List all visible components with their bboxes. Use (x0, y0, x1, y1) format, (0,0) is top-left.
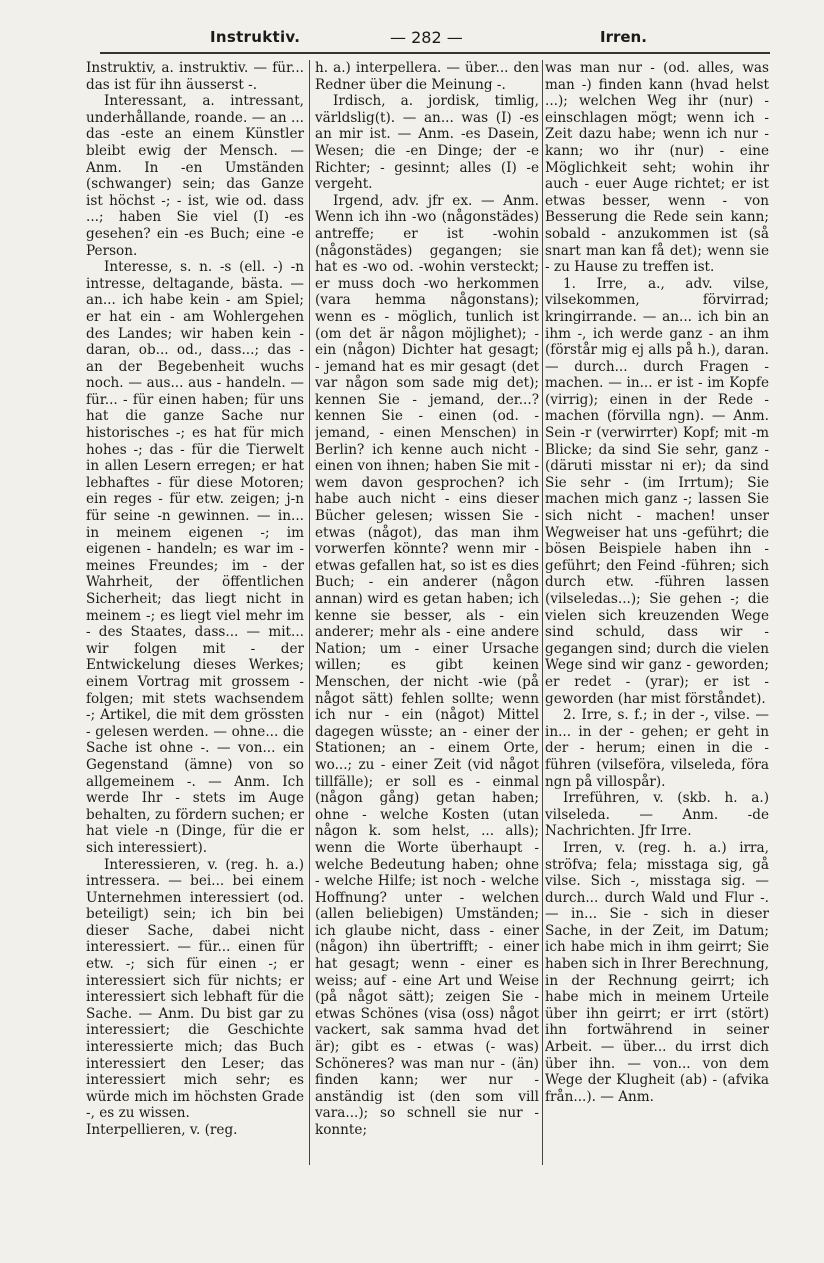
entry-irre-adjective: 1. Irre, a., adv. vilse, vilsekommen, förvirrad; kringirrande. — an... ich bin an ihm -, ich werde ganz - an ihm (förstår mig ej alls på h.), daran. — durch... durch Fragen - machen. — in... er ist - im Kopfe (virrig); einen in der Rede - machen (förvilla ngn). — Anm. Sein -r (verwirrter) Kopf; mit -m Blicke; da sind Sie sehr, ganz - (däruti misstar ni er); da sind Sie sehr - (im Irrtum); Sie machen mich ganz -; lassen Sie sich nicht - machen! unser Wegweiser hat uns -geführt; die bösen Beispiele haben ihn -geführt; den Feind -führen; sich durch etw. -führen lassen (vilseledas...); Sie gehen -; die vielen sich kreuzenden Wege sind schuld, dass wir - gegangen sind; durch die vielen Wege sind wir ganz - geworden; er redet - (yrar); er ist - geworden (har mist förståndet). (545, 275, 769, 707)
entry-irren: Irren, v. (reg. h. a.) irra, ströfva; fela; misstaga sig, gå vilse. Sich -, misstaga sig. — durch... durch Wald und Flur -. — in... Sie - sich in dieser Sache, in der Zeit, im Datum; ich habe mich in ihm geirrt; Sie haben sich in Ihrer Berechnung, in der Rechnung geirrt; ich habe mich in meinem Urteile über ihn geirrt; er irrt (stört) ihn fortwährend in seiner Arbeit. — über... du irrst dich über ihn. — von... von dem Wege der Klugheit (ab) - (afvika från...). — Anm. (545, 839, 769, 1105)
entry-interpellieren: Interpellieren, v. (reg. (86, 1122, 238, 1138)
entry-irre-noun: 2. Irre, s. f.; in der -, vilse. — in... in der - gehen; er geht in der - herum; einen in die - führen (vilseföra, vilseleda, föra ngn på villospår). (545, 707, 769, 790)
column-divider (309, 60, 310, 1165)
entry-irgend: Irgend, adv. jfr ex. — Anm. Wenn ich ihn -wo (någonstädes) antreffe; er ist -wohin (någonstädes) gegangen; sie hat es -wo od. -wohin versteckt; er muss doch -wo herkommen (vara hemma någonstans); wenn es - möglich, tunlich ist (om det är någon möjlighet); - ein (någon) Dichter hat gesagt; - jemand hat es mir gesagt (det var någon som sade mig det); kennen Sie - jemand, der...? kennen Sie - einen (od. - jemand, - einen Menschen) in Berlin? ich kenne auch nicht - einen von ihnen; haben Sie mit - wem davon gesprochen? ich habe auch nicht - eins dieser Bücher gelesen; wissen Sie - etwas (något), das man ihm vorwerfen könnte? wenn mir - etwas gefallen hat, so ist es dies Buch; - ein anderer (någon annan) wird es getan haben; ich kenne sie besser, als - ein anderer; mehr als - eine andere Nation; um - einer Ursache willen; es gibt keinen Menschen, der nicht -wie (på något sätt) fehlen sollte; wenn ich nur - ein (något) Mittel dagegen wüsste; an - einer der Stationen; an - einem Orte, wo...; zu - einer Zeit (vid något tillfälle); er soll es - einmal (någon gång) getan haben; ohne - welche Kosten (utan någon k. som helst, ... alls); wenn die Worte überhaupt - welche Bedeutung haben; ohne - welche Hilfe; ist noch - welche Hoffnung? unter - welchen (allen beliebigen) Umständen; ich glaube nicht, dass - einer (någon) ihn übertrifft; - einer hat gesagt; wenn - einer es weiss; auf - eine Art und Weise (på något sätt); zeigen Sie - etwas Schönes (visa (oss) något vackert, sak samma hvad det är); gibt es - etwas (- was) Schöneres? was man nur - (än) finden kann; wer nur - anständig ist (den som vill vara...); so schnell sie nur - konnte; (315, 192, 539, 1138)
entry-irdisch: Irdisch, a. jordisk, timlig, världslig(t). — an... was (I) -es an mir ist. — Anm. -es Dasein, Wesen; die -en Dinge; der -e Richter; - gesinnt; alles (I) -e vergeht. (315, 93, 539, 193)
column-1 (86, 60, 304, 1165)
header-left-word: Instruktiv. (210, 28, 301, 46)
column-divider (542, 60, 543, 1165)
header-rule (100, 52, 770, 54)
entry-continuation: h. a.) interpellera. — über... den Redner über die Meinung -. (315, 60, 539, 93)
page-number: — 282 — (390, 28, 463, 47)
entry-interessieren: Interessieren, v. (reg. h. a.) intressera. — bei... bei einem Unternehmen interessiert (od. beteiligt) sein; ich bin bei dieser Sache, dabei nicht interessiert. — für... einen für etw. -; sich für einen -; er interessiert sich für nichts; er interessiert sich lebhaft für die Sache. — Anm. Du bist gar zu interessiert; die Geschichte interessierte mich; das Buch interessiert den Leser; das interessiert mich sehr; es würde mich im höchsten Grade -, es zu wissen. (86, 856, 304, 1122)
column-3 (545, 60, 769, 1165)
entry-interessant: Interessant, a. intressant, underhållande, roande. — an ... das -este an einem Künstler bleibt ewig der Mensch. — Anm. In -en Umständen (schwanger) sein; das Ganze ist höchst -; - ist, wie od. dass ...; haben Sie viel (I) -es gesehen? ein -es Buch; eine -e Person. (86, 93, 304, 259)
entry-interesse: Interesse, s. n. -s (ell. -) -n intresse, deltagande, bästa. — an... ich habe kein - am Spiel; er hat ein - am Wohlergehen des Landes; wir haben kein - daran, ob... od., dass...; das - an der Begebenheit wuchs noch. — aus... aus - handeln. — für... - für einen haben; für uns hat die ganze Sache nur historisches -; es hat für mich hohes -; das - für die Tierwelt in allen Lesern erregen; er hat lebhaftes - für diese Motoren; ein reges - für etw. zeigen; j-n für seine -n gewinnen. — in... in meinem eigenen -; im eigenen - handeln; es war im - meines Freundes; im - der Wahrheit, der öffentlichen Sicherheit; das liegt nicht in meinem -; es liegt viel mehr im - des Staates, dass... — mit... wir folgen mit - der Entwickelung dieses Werkes; einem Vortrag mit grossem - folgen; mit stets wachsendem -; Artikel, die mit dem grössten - gelesen werden. — ohne... die Sache ist ohne -. — von... ein Gegenstand (ämne) von so allgemeinem -. — Anm. Ich werde Ihr - stets im Auge behalten, zu fördern suchen; er hat viele -n (Dinge, für die er sich interessiert). (86, 259, 304, 856)
entry-continuation: was man nur - (od. alles, was man -) finden kann (hvad helst ...); welchen Weg ihr (nur) - einschlagen mögt; wenn ich - Zeit dazu habe; wenn ich nur - kann; wo ihr (nur) - eine Möglichkeit seht; wohin ihr auch - euer Auge richtet; er ist etwas besser, wenn - von Besserung die Rede sein kann; sobald - anzukommen ist (så snart man kan få det); wenn sie - zu Hause zu treffen ist. (545, 60, 769, 276)
entry-instruktiv: Instruktiv, a. instruktiv. — für... das ist für ihn äusserst -. (86, 60, 304, 93)
header-right-word: Irren. (600, 28, 647, 46)
column-2 (315, 60, 539, 1165)
running-header (100, 28, 780, 50)
entry-irrefuehren: Irreführen, v. (skb. h. a.) vilseleda. — Anm. -de Nachrichten. Jfr Irre. (545, 790, 769, 840)
